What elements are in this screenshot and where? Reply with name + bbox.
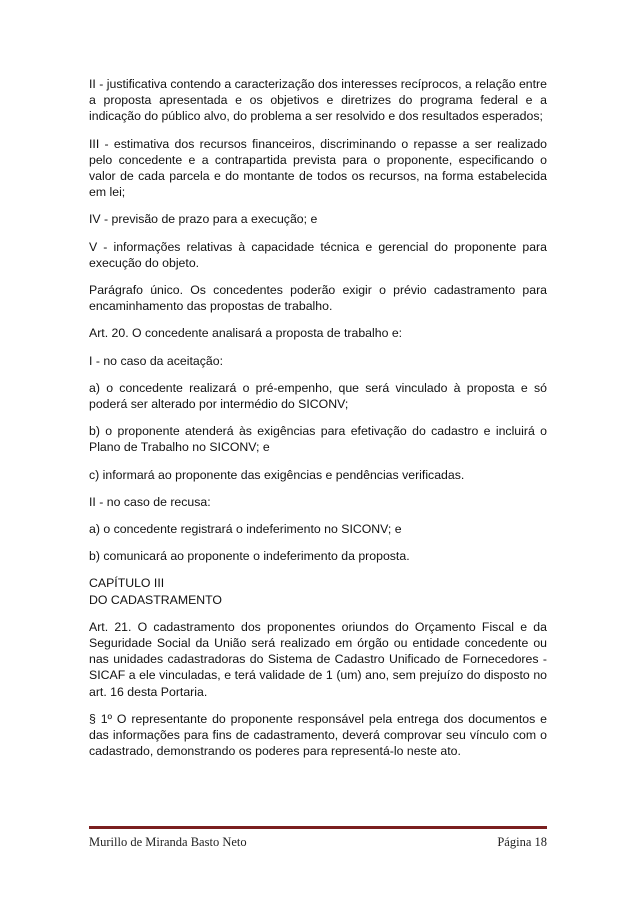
paragraph-alinea-a-recusa: a) o concedente registrará o indeferimento no SICONV; e (89, 522, 402, 537)
footer-page-number: Página 18 (497, 835, 547, 849)
paragraph-art-21: Art. 21. O cadastramento dos proponentes oriundos do Orçamento Fiscal e da Seguridade Social da União será realizado em órgão ou entidade concedente ou nas unidades cadastradoras do Sistema de Cadastro Unificado de Fornecedores - SICAF a ele vinculadas, e terá validade de 1 (um) ano, sem prejuízo do disposto no art. 16 desta Portaria. (89, 619, 547, 699)
paragraph-unico: Parágrafo único. Os concedentes poderão exigir o prévio cadastramento para encaminhamento das propostas de trabalho. (89, 283, 547, 314)
page-body (89, 76, 547, 771)
paragraph-art-20: Art. 20. O concedente analisará a proposta de trabalho e: (89, 326, 403, 341)
paragraph-inciso-iii: III - estimativa dos recursos financeiros, discriminando o repasse a ser realizado pelo concedente e a contrapartida prevista para o proponente, especificando o valor de cada parcela e do montante de todos os recursos, na forma estabelecida em lei; (89, 136, 547, 200)
paragraph-inciso-ii: II - justificativa contendo a caracterização dos interesses recíprocos, a relação entre a proposta apresentada e os objetivos e diretrizes do programa federal e a indicação do público alvo, do problema a ser resolvido e dos resultados esperados; (89, 77, 547, 124)
paragraph-caso-aceitacao: I - no caso da aceitação: (89, 353, 223, 368)
paragraph-alinea-c-aceitacao: c) informará ao proponente das exigências e pendências verificadas. (89, 467, 465, 482)
paragraph-art-21-par-1: § 1º O representante do proponente responsável pela entrega dos documentos e das informações para fins de cadastramento, deverá comprovar seu vínculo com o cadastrado, demonstrando os poderes para representá-lo neste ato. (89, 711, 547, 759)
paragraph-alinea-a-aceitacao: a) o concedente realizará o pré-empenho, que será vinculado à proposta e só poderá ser alterado por intermédio do SICONV; (89, 380, 547, 412)
chapter-title: DO CADASTRAMENTO (89, 592, 223, 607)
paragraph-caso-recusa: II - no caso de recusa: (89, 494, 211, 509)
paragraph-alinea-b-aceitacao: b) o proponente atenderá às exigências para efetivação do cadastro e incluirá o Plano de Trabalho no SICONV; e (89, 424, 547, 455)
footer-rule (89, 826, 547, 829)
paragraph-inciso-v: V - informações relativas à capacidade técnica e gerencial do proponente para execução do objeto. (89, 239, 547, 270)
paragraph-alinea-b-recusa: b) comunicará ao proponente o indeferimento da proposta. (89, 549, 410, 564)
chapter-number: CAPÍTULO III (89, 576, 165, 591)
footer-author: Murillo de Miranda Basto Neto (89, 835, 247, 849)
chapter-heading (89, 575, 547, 607)
paragraph-inciso-iv: IV - previsão de prazo para a execução; e (89, 212, 318, 227)
